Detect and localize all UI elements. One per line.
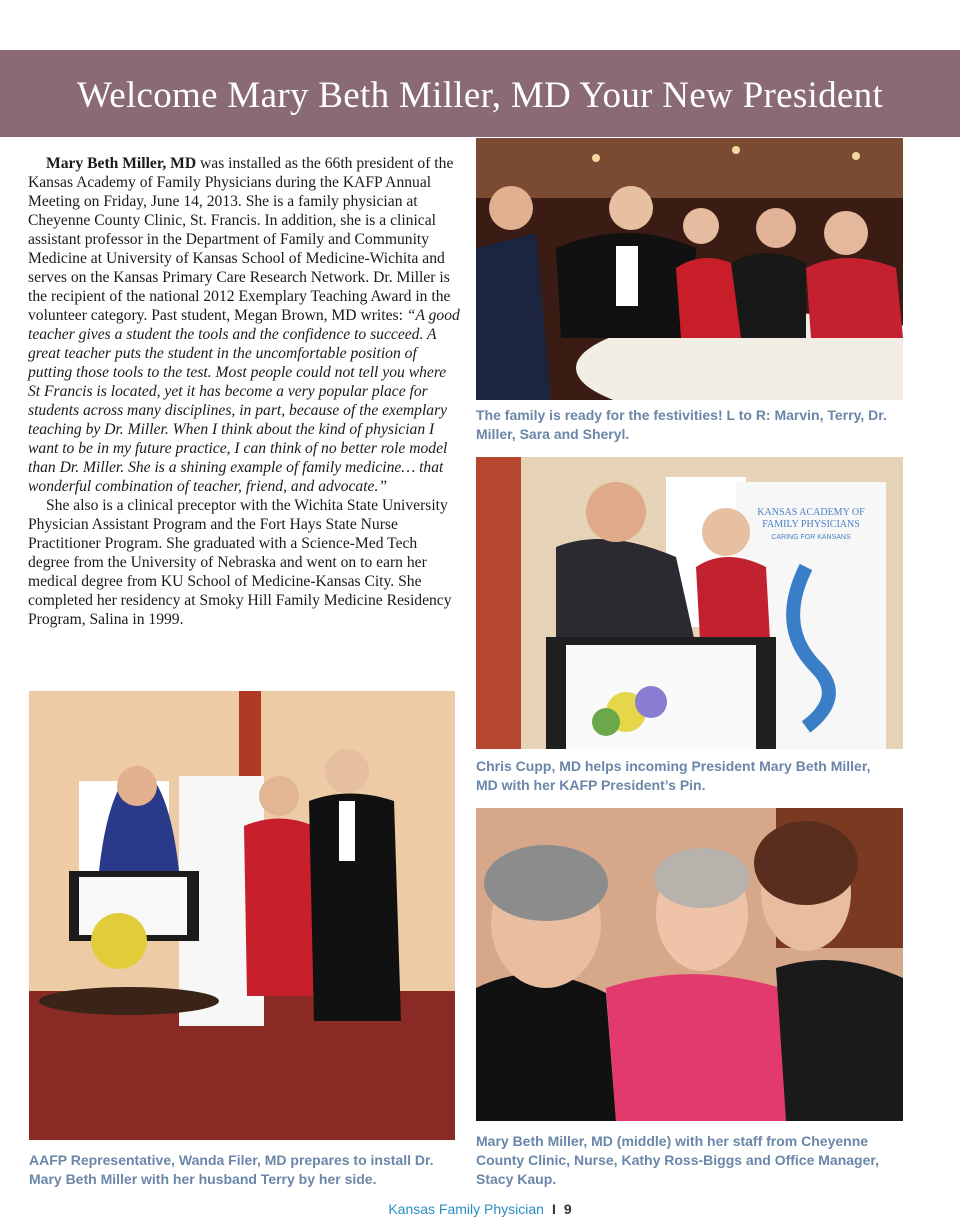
staff-photo-caption: Mary Beth Miller, MD (middle) with her staff from Cheyenne County Clinic, Nurse, Kathy Ross-Biggs and Office Manager, Stacy Kaup.	[476, 1133, 879, 1187]
pin-ceremony-caption: Chris Cupp, MD helps incoming President Mary Beth Miller, MD with her KAFP President’s Pin.	[476, 758, 871, 793]
pin-banner-line2: FAMILY PHYSICIANS	[762, 519, 860, 530]
title-banner	[0, 50, 960, 137]
installation-photo	[29, 691, 455, 1140]
family-photo-caption: The family is ready for the festivities! L to R: Marvin, Terry, Dr. Miller, Sara and Sheryl.	[476, 407, 887, 442]
article-quote: “A good teacher gives a student the tools and the confidence to succeed. A great teacher puts the student in the uncomfortable position of putting those tools to the test. Most people could not tell you where St Francis is located, yet it has become a very popular place for students across many disciplines, in part, because of the exemplary teaching by Dr. Miller. When I think about the kind of physician I want to be in my future practice, I can think of no better role model than Dr. Miller. She is a shining example of family medicine… that wonderful combination of teacher, friend, and advocate.”	[28, 307, 460, 495]
article-paragraph-1-text: was installed as the 66th president of the Kansas Academy of Family Physicians during the KAFP Annual Meeting on Friday, June 14, 2013. She is a family physician at Cheyenne County Clinic, St. Francis. In addition, she is a clinical assistant professor in the Department of Family and Community Medicine at University of Kansas School of Medicine-Wichita and serves on the Kansas Primary Care Research Network. Dr. Miller is the recipient of the national 2012 Exemplary Teaching Award in the volunteer category. Past student, Megan Brown, MD writes:	[28, 155, 454, 324]
page-footer	[0, 1201, 960, 1217]
staff-photo	[476, 808, 903, 1121]
installation-photo-caption: AAFP Representative, Wanda Filer, MD prepares to install Dr. Mary Beth Miller with her husband Terry by her side.	[29, 1152, 434, 1187]
article-paragraph-1	[28, 154, 460, 496]
footer-separator: I	[551, 1201, 556, 1217]
page-title: Welcome Mary Beth Miller, MD Your New President	[76, 75, 884, 116]
pin-banner-line3: CARING FOR KANSANS	[771, 534, 851, 541]
pin-banner-line1: KANSAS ACADEMY OF	[757, 507, 865, 518]
page-number: 9	[563, 1201, 572, 1217]
article-lead-name: Mary Beth Miller, MD	[46, 155, 197, 172]
article-body	[28, 154, 460, 629]
publication-name: Kansas Family Physician	[388, 1201, 544, 1217]
article-paragraph-2: She also is a clinical preceptor with the Wichita State University Physician Assistant Program and the Fort Hays State Nurse Practitioner Program. She graduated with a Science-Med Tech degree from the University of Nebraska and went on to earn her medical degree from KU School of Medicine-Kansas City. She completed her residency at Smoky Hill Family Medicine Residency Program, Salina in 1999.	[28, 497, 452, 628]
pin-ceremony-photo	[476, 457, 903, 749]
family-photo	[476, 138, 903, 400]
